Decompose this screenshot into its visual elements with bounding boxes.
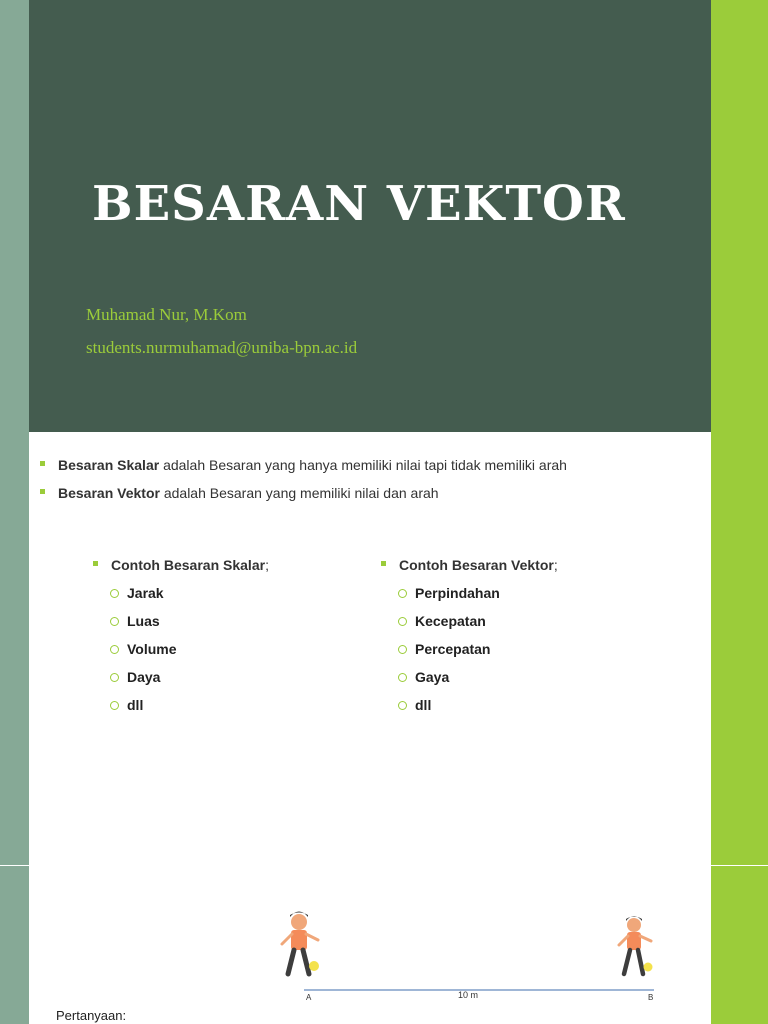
list-item-label: Perpindahan xyxy=(415,585,500,601)
scalar-heading-rest: ; xyxy=(265,557,269,573)
definition-slide xyxy=(0,432,768,865)
circle-bullet-icon xyxy=(110,617,119,626)
left-accent-bar xyxy=(0,866,29,1024)
list-item-label: Jarak xyxy=(127,585,164,601)
list-item-label: dll xyxy=(127,697,144,713)
square-bullet-icon xyxy=(40,461,45,466)
square-bullet-icon xyxy=(381,561,386,566)
slide-title: BESARAN VEKTOR xyxy=(92,176,626,232)
left-accent-bar xyxy=(0,0,29,432)
right-accent-bar xyxy=(711,432,768,865)
vector-examples-heading xyxy=(381,556,558,584)
term-scalar: Besaran Skalar xyxy=(58,457,160,473)
vector-examples xyxy=(381,556,558,724)
list-item-label: dll xyxy=(415,697,432,713)
circle-bullet-icon xyxy=(398,673,407,682)
point-a-label: A xyxy=(306,993,312,1002)
circle-bullet-icon xyxy=(110,589,119,598)
circle-bullet-icon xyxy=(398,701,407,710)
list-item-label: Kecepatan xyxy=(415,613,486,629)
illustration-slide xyxy=(0,866,768,1024)
question-label: Pertanyaan: xyxy=(56,1008,127,1023)
right-accent-bar xyxy=(711,866,768,1024)
distance-label: 10 m xyxy=(458,990,479,1000)
list-item xyxy=(93,612,269,640)
list-item xyxy=(381,696,558,724)
term-vector: Besaran Vektor xyxy=(58,485,160,501)
scalar-heading-bold: Contoh Besaran Skalar xyxy=(111,557,266,573)
circle-bullet-icon xyxy=(110,673,119,682)
list-item xyxy=(381,612,558,640)
definition-vector-text: adalah Besaran yang memiliki nilai dan arah xyxy=(159,485,439,501)
list-item-label: Gaya xyxy=(415,669,450,685)
definition-vector xyxy=(40,484,567,512)
definition-scalar xyxy=(40,456,567,484)
list-item-label: Luas xyxy=(127,613,160,629)
left-accent-bar xyxy=(0,432,29,865)
vector-heading-bold: Contoh Besaran Vektor xyxy=(399,557,554,573)
author-email: students.nurmuhamad@uniba-bpn.ac.id xyxy=(86,338,358,357)
scalar-example-list xyxy=(93,584,269,724)
scalar-examples xyxy=(93,556,269,724)
definition-list xyxy=(40,456,567,512)
author-name: Muhamad Nur, M.Kom xyxy=(86,305,247,324)
list-item xyxy=(93,584,269,612)
title-slide xyxy=(0,0,768,432)
list-item xyxy=(93,696,269,724)
walking-person-b-icon xyxy=(619,916,653,974)
definition-scalar-text: adalah Besaran yang hanya memiliki nilai tapi tidak memiliki arah xyxy=(159,457,567,473)
list-item xyxy=(381,668,558,696)
list-item xyxy=(381,640,558,668)
point-b-label: B xyxy=(648,993,654,1002)
circle-bullet-icon xyxy=(398,617,407,626)
list-item xyxy=(93,640,269,668)
list-item xyxy=(381,584,558,612)
square-bullet-icon xyxy=(93,561,98,566)
square-bullet-icon xyxy=(40,489,45,494)
displacement-diagram xyxy=(270,886,670,1006)
circle-bullet-icon xyxy=(398,589,407,598)
circle-bullet-icon xyxy=(110,645,119,654)
circle-bullet-icon xyxy=(398,645,407,654)
list-item-label: Daya xyxy=(127,669,161,685)
list-item-label: Volume xyxy=(127,641,177,657)
vector-example-list xyxy=(381,584,558,724)
walking-person-a-icon xyxy=(282,912,319,975)
list-item-label: Percepatan xyxy=(415,641,491,657)
scalar-examples-heading xyxy=(93,556,269,584)
right-accent-bar xyxy=(711,0,768,432)
list-item xyxy=(93,668,269,696)
vector-heading-rest: ; xyxy=(553,557,558,573)
circle-bullet-icon xyxy=(110,701,119,710)
